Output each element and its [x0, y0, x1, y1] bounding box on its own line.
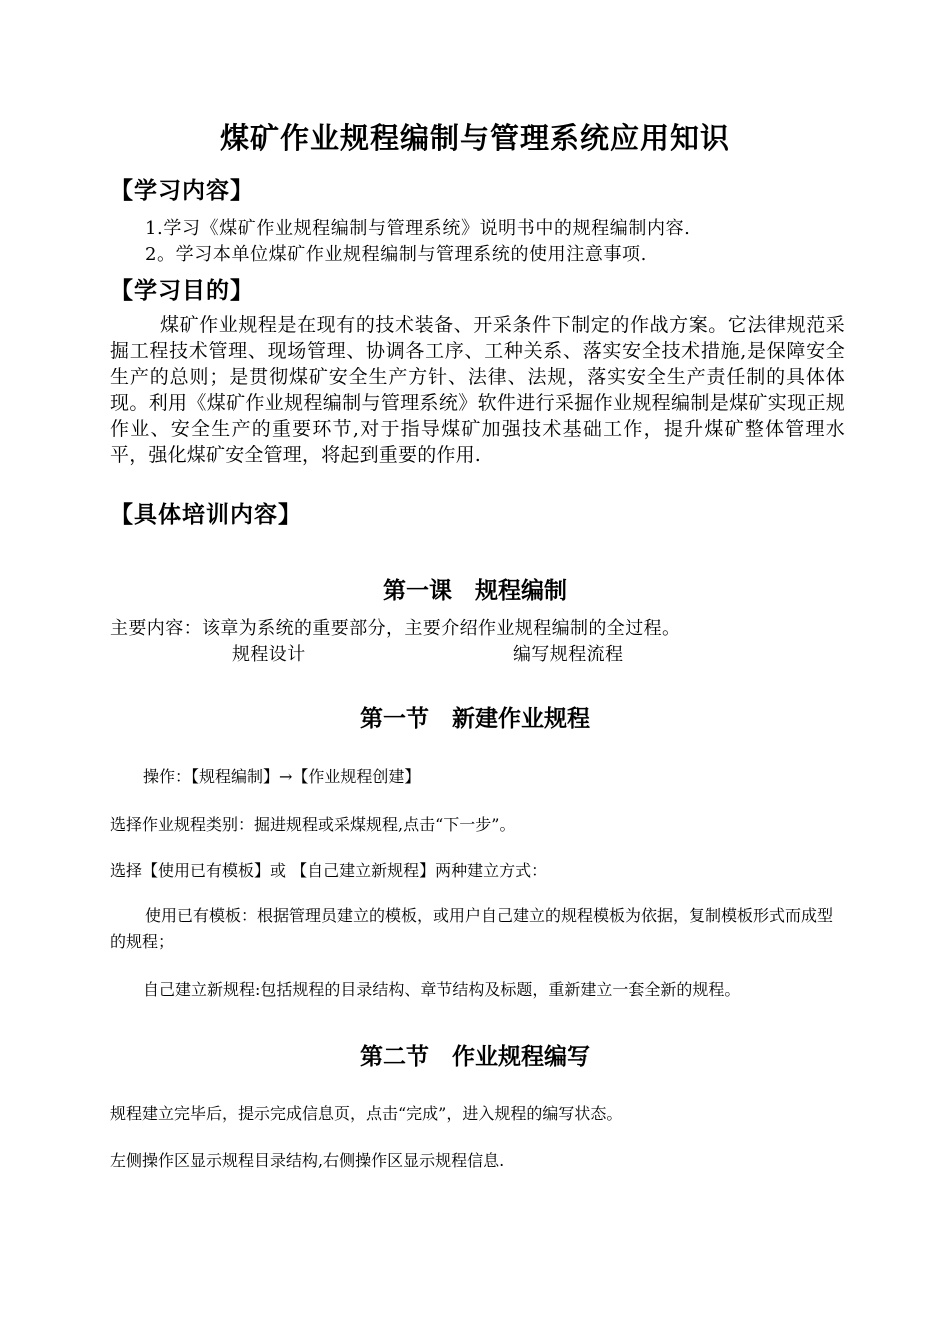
section-2-title: 第二节 作业规程编写 — [360, 1043, 590, 1070]
document-title: 煤矿作业规程编制与管理系统应用知识 — [219, 121, 730, 155]
section-1-select-type: 选择作业规程类别：掘进规程或采煤规程,点击“下一步”。 — [110, 815, 516, 834]
lesson-1-topic-flow: 编写规程流程 — [513, 644, 624, 665]
study-purpose-heading: 【学习目的】 — [110, 277, 254, 304]
study-content-item-1: 1.学习《煤矿作业规程编制与管理系统》说明书中的规程编制内容. — [145, 218, 691, 239]
lesson-1-main-content: 主要内容：该章为系统的重要部分，主要介绍作业规程编制的全过程。 — [110, 618, 681, 639]
lesson-1-topic-design: 规程设计 — [232, 644, 306, 665]
section-1-title: 第一节 新建作业规程 — [360, 705, 590, 732]
lesson-1-title: 第一课 规程编制 — [383, 577, 567, 604]
section-2-line-2: 左侧操作区显示规程目录结构,右侧操作区显示规程信息. — [110, 1151, 505, 1170]
study-content-item-2: 2。学习本单位煤矿作业规程编制与管理系统的使用注意事项. — [145, 244, 647, 265]
section-1-operation: 操作：【规程编制】→【作业规程创建】 — [143, 767, 421, 786]
section-1-create-new: 自己建立新规程:包括规程的目录结构、章节结构及标题，重新建立一套全新的规程。 — [143, 980, 741, 999]
section-1-use-template: 使用已有模板：根据管理员建立的模板，或用户自己建立的规程模板为依据，复制模板形式而成型的规程； — [110, 906, 834, 951]
study-content-heading: 【学习内容】 — [110, 177, 254, 204]
training-heading: 【具体培训内容】 — [110, 501, 302, 528]
study-purpose-paragraph: 煤矿作业规程是在现有的技术装备、开采条件下制定的作战方案。它法律规范采掘工程技术管理、现场管理、协调各工序、工种关系、落实安全技术措施,是保障安全生产的总则；是贯彻煤矿安全生产方针、法律、法规，落实安全生产责任制的具体体现。利用《煤矿作业规程编制与管理系统》软件进行采掘作业规程编制是煤矿实现正规作业、安全生产的重要环节,对于指导煤矿加强技术基础工作，提升煤矿整体管理水平，强化煤矿安全管理，将起到重要的作用. — [110, 314, 845, 466]
section-2-line-1: 规程建立完毕后，提示完成信息页，点击“完成”，进入规程的编写状态。 — [110, 1104, 623, 1123]
section-1-select-method: 选择【使用已有模板】或 【自己建立新规程】两种建立方式： — [110, 861, 548, 880]
